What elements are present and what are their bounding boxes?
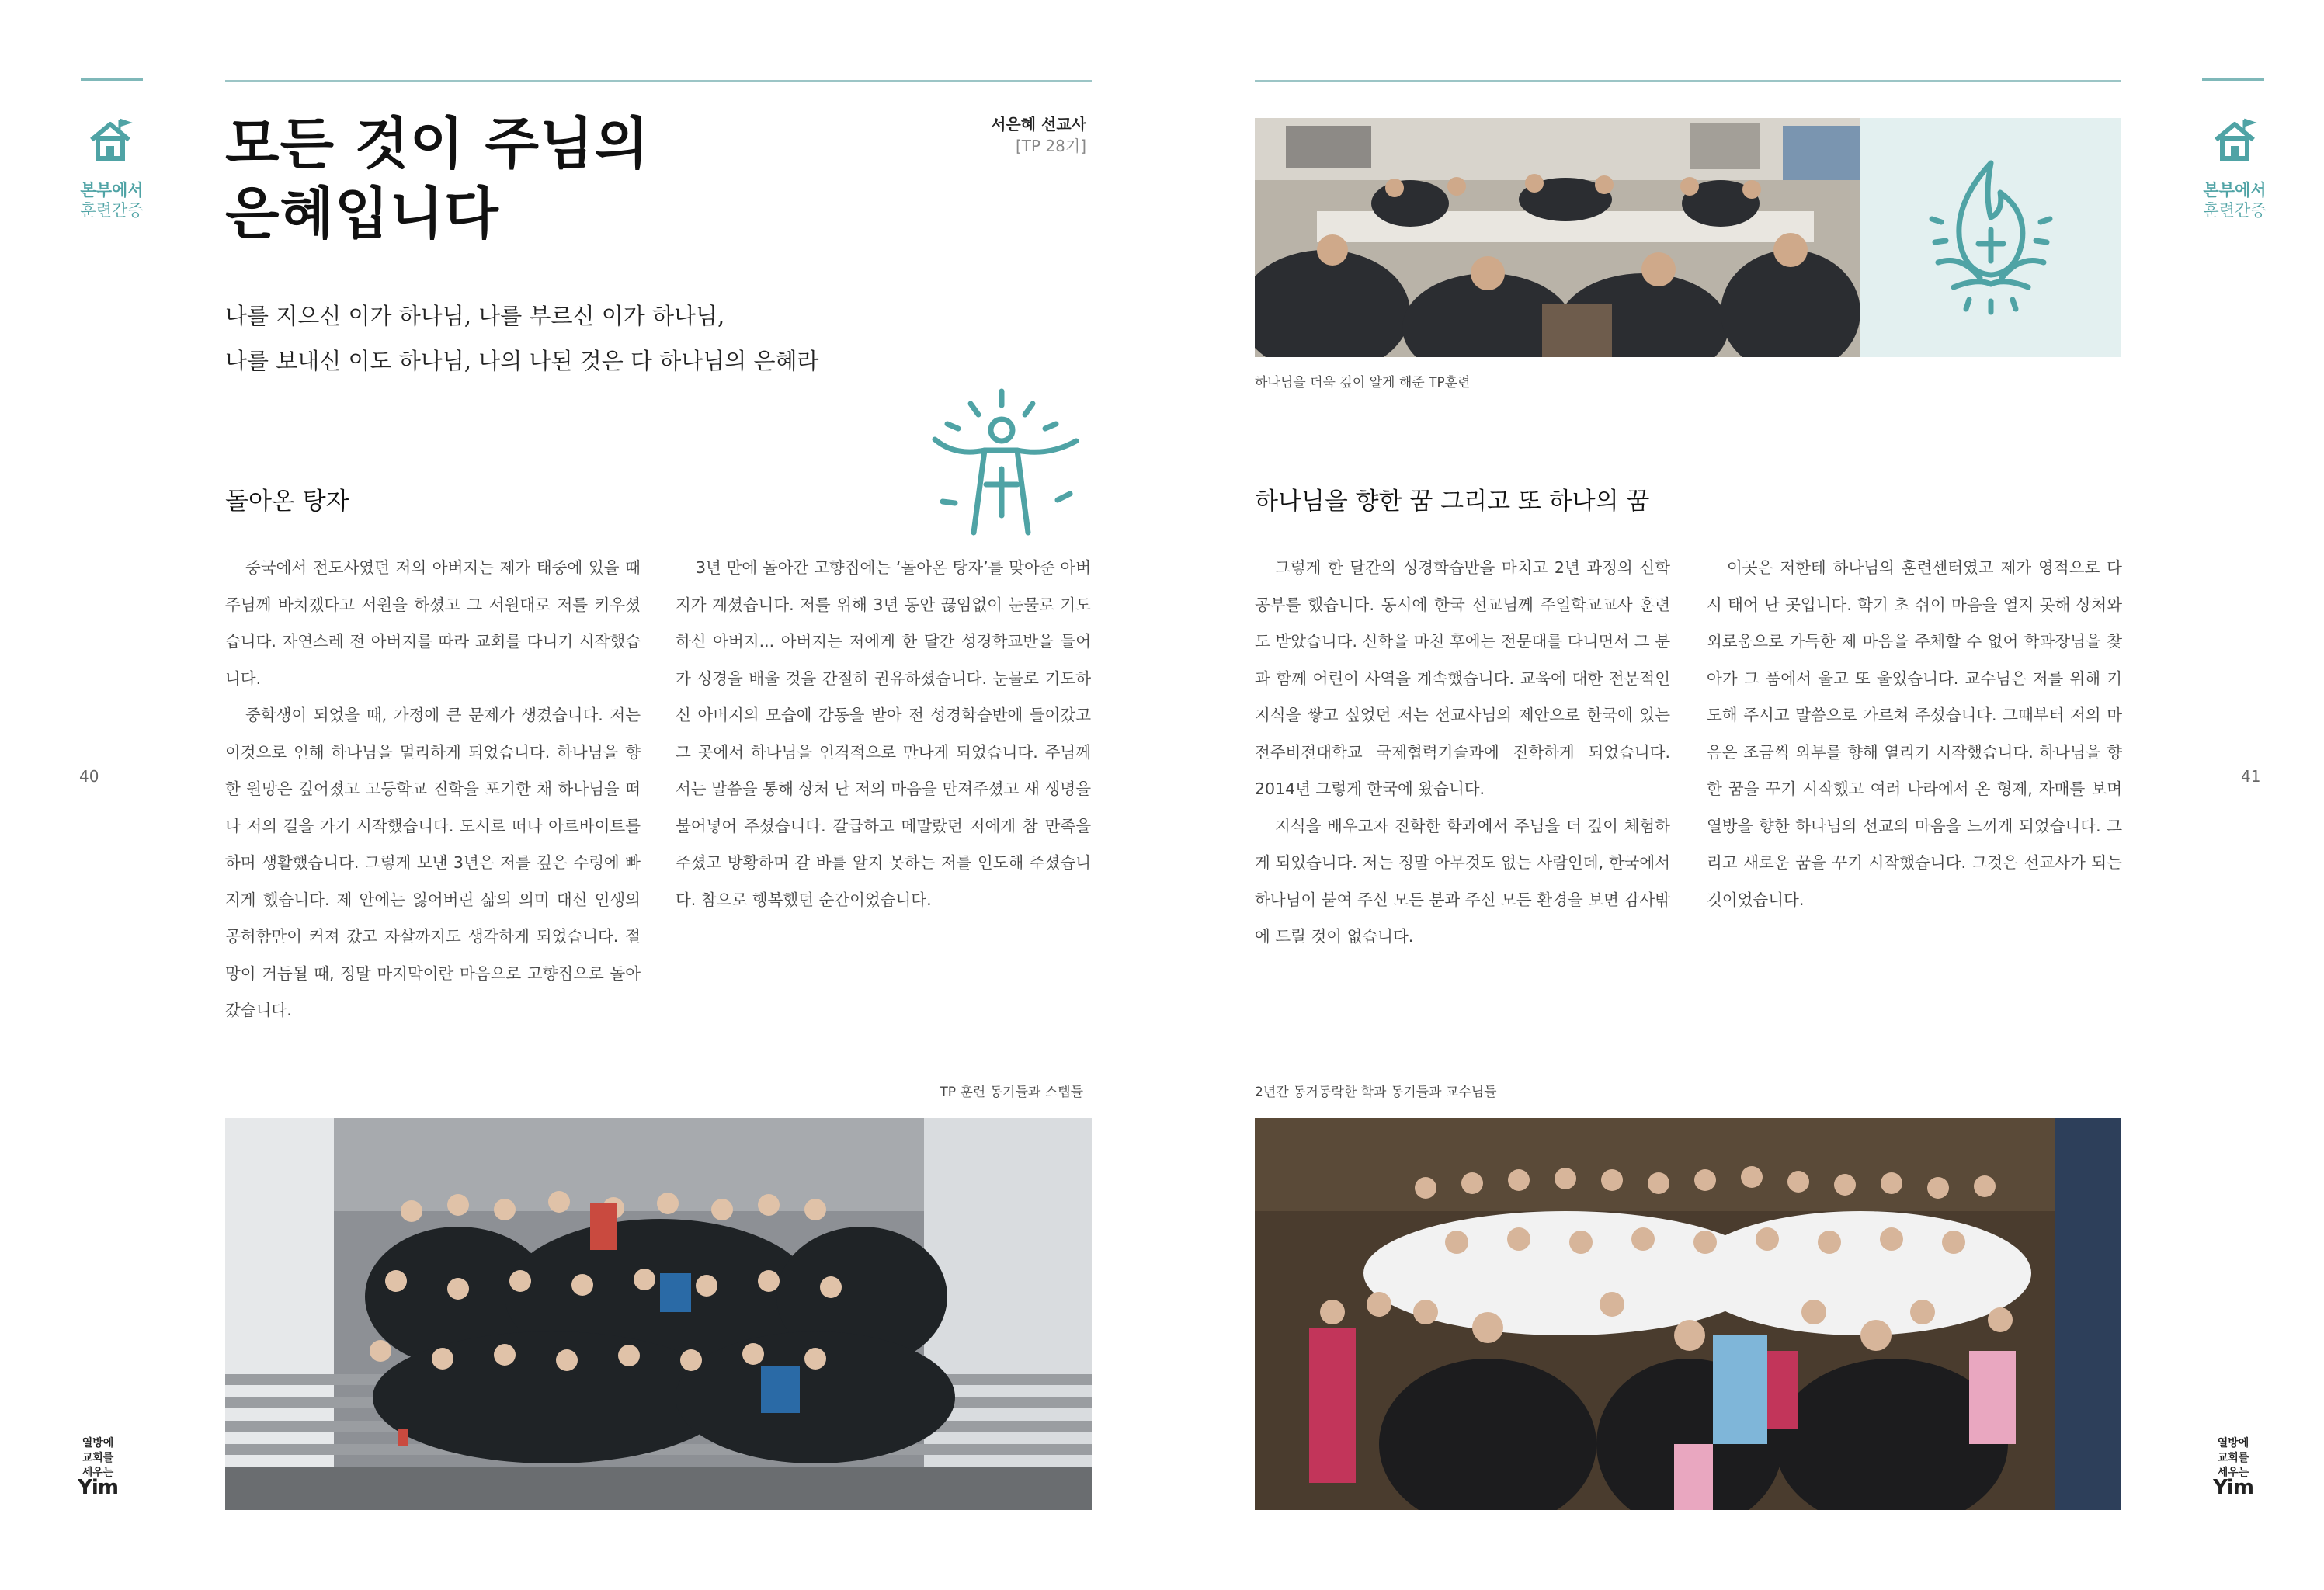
left-header-rule (225, 80, 1092, 82)
top-photo-caption: 하나님을 더욱 깊이 알게 해준 TP훈련 (1255, 375, 1471, 391)
training-room-photo (1255, 118, 1860, 357)
yim-logo-right (2210, 1436, 2256, 1499)
left-top-rule (81, 78, 143, 81)
left-photo-caption: TP 훈련 동기들과 스텝들 (940, 1085, 1083, 1100)
open-arms-cross-icon (924, 385, 1087, 540)
page-number-right: 41 (2241, 767, 2261, 786)
right-header-rule (1255, 80, 2121, 82)
section-label-line2: 훈련간증 (2203, 201, 2267, 220)
paragraph: 그렇게 한 달간의 성경학습반을 마치고 2년 과정의 신학공부를 했습니다. 동시에 한국 선교님께 주일학교교사 훈련도 받았습니다. 신학을 마친 후에는 전문대를 다니면서 그 분과 함께 어린이 사역을 계속했습니다. 교육에 대한 전문적인 지식을 쌓고 싶었던 저는 선교사님의 제안으로 한국에 있는 전주비전대학교 국제협력기술과에 진학하게 되었습니다. 2014년 그렇게 한국에 왔습니다. (1255, 558, 1670, 798)
title-line1: 모든 것이 주님의 (225, 111, 649, 176)
logo-line3: 세우는 (2217, 1467, 2249, 1479)
lead-line1: 나를 지으신 이가 하나님, 나를 부르신 이가 하나님, (225, 303, 725, 329)
right-section-heading: 하나님을 향한 꿈 그리고 또 하나의 꿈 (1255, 488, 1650, 516)
paragraph: 이곳은 저한테 하나님의 훈련센터였고 제가 영적으로 다시 태어 난 곳입니다. 학기 초 쉬이 마음을 열지 못해 상처와 외로움으로 가득한 제 마음을 주체할 수 없어 학과장님을 찾아가 그 품에서 울고 또 울었습니다. 교수님은 저를 위해 기도해 주시고 말씀으로 가르쳐 주셨습니다. 그때부터 저의 마음은 조금씩 외부를 향해 열리기 시작했습니다. 하나님을 향한 꿈을 꾸기 시작했고 여러 나라에서 온 형제, 자매를 보며 열방을 향한 하나님의 선교의 마음을 느끼게 되었습니다. 그리고 새로운 꿈을 꾸기 시작했습니다. 그것은 선교사가 되는 것이었습니다. (1707, 558, 2122, 909)
logo-line1: 열방에 (2217, 1437, 2249, 1449)
author-generation: [TP 28기] (1015, 137, 1086, 155)
group-photo-classmates (1255, 1118, 2121, 1510)
yim-logo-left (75, 1436, 121, 1499)
flame-cross-icon (1860, 118, 2121, 357)
section-label-line2: 훈련간증 (80, 201, 144, 220)
paragraph: 중국에서 전도사였던 저의 아버지는 제가 태중에 있을 때 주님께 바치겠다고 서원을 하셨고 그 서원대로 저를 키우셨습니다. 자연스레 전 아버지를 따라 교회를 다니기 시작했습니다. (225, 558, 641, 688)
group-photo-staff (225, 1118, 1092, 1510)
left-section-label (75, 180, 149, 220)
right-column-2 (1707, 550, 2122, 918)
icon-panel (1860, 118, 2121, 357)
lead-quote (225, 293, 819, 384)
home-flag-icon (2210, 115, 2260, 165)
logo-mark: Yim (78, 1476, 118, 1499)
left-section-heading: 돌아온 탕자 (225, 488, 349, 516)
section-label-line1: 본부에서 (2203, 181, 2267, 200)
logo-line2: 교회를 (82, 1452, 114, 1464)
paragraph: 3년 만에 돌아간 고향집에는 ‘돌아온 탕자’를 맞아준 아버지가 계셨습니다. 저를 위해 3년 동안 끊임없이 눈물로 기도하신 아버지... 아버지는 저에게 한 달간 성경학교반을 들어가 성경을 배울 것을 간절히 권유하셨습니다. 눈물로 기도하신 아버지의 모습에 감동을 받아 전 성경학습반에 들어갔고 그 곳에서 하나님을 인격적으로 만나게 되었습니다. 주님께서는 말씀을 통해 상처 난 저의 마음을 만져주셨고 새 생명을 불어넣어 주셨습니다. 갈급하고 메말랐던 저에게 참 만족을 주셨고 방황하며 갈 바를 알지 못하는 저를 인도해 주셨습니다. 참으로 행복했던 순간이었습니다. (676, 558, 1091, 909)
right-column-1 (1255, 550, 1670, 956)
author-block (991, 113, 1086, 157)
left-column-1 (225, 550, 641, 1029)
home-flag-icon (85, 115, 135, 165)
section-label-line1: 본부에서 (80, 181, 144, 200)
logo-line1: 열방에 (82, 1437, 114, 1449)
article-title (225, 109, 649, 248)
lead-line2: 나를 보내신 이도 하나님, 나의 나된 것은 다 하나님의 은혜라 (225, 348, 819, 374)
right-photo-caption: 2년간 동거동락한 학과 동기들과 교수님들 (1255, 1085, 1497, 1100)
paragraph: 지식을 배우고자 진학한 학과에서 주님을 더 깊이 체험하게 되었습니다. 저는 정말 아무것도 없는 사람인데, 한국에서 하나님이 붙여 주신 모든 분과 주신 모든 환경을 보면 감사밖에 드릴 것이 없습니다. (1255, 816, 1670, 946)
logo-line2: 교회를 (2217, 1452, 2249, 1464)
title-line2: 은혜입니다 (225, 181, 499, 246)
right-section-label (2197, 180, 2272, 220)
left-column-2 (676, 550, 1091, 918)
paragraph: 중학생이 되었을 때, 가정에 큰 문제가 생겼습니다. 저는 이것으로 인해 하나님을 멀리하게 되었습니다. 하나님을 향한 원망은 깊어졌고 고등학교 진학을 포기한 채 하나님을 떠나 저의 길을 가기 시작했습니다. 도시로 떠나 아르바이트를 하며 생활했습니다. 그렇게 보낸 3년은 저를 깊은 수렁에 빠지게 했습니다. 제 안에는 잃어버린 삶의 의미 대신 인생의 공허함만이 커져 갔고 자살까지도 생각하게 되었습니다. 절망이 거듭될 때, 정말 마지막이란 마음으로 고향집으로 돌아갔습니다. (225, 706, 641, 1019)
right-top-rule (2202, 78, 2264, 81)
page-number-left: 40 (79, 767, 99, 786)
author-name: 서은혜 선교사 (991, 115, 1086, 134)
logo-mark: Yim (2213, 1476, 2253, 1499)
logo-line3: 세우는 (82, 1467, 114, 1479)
